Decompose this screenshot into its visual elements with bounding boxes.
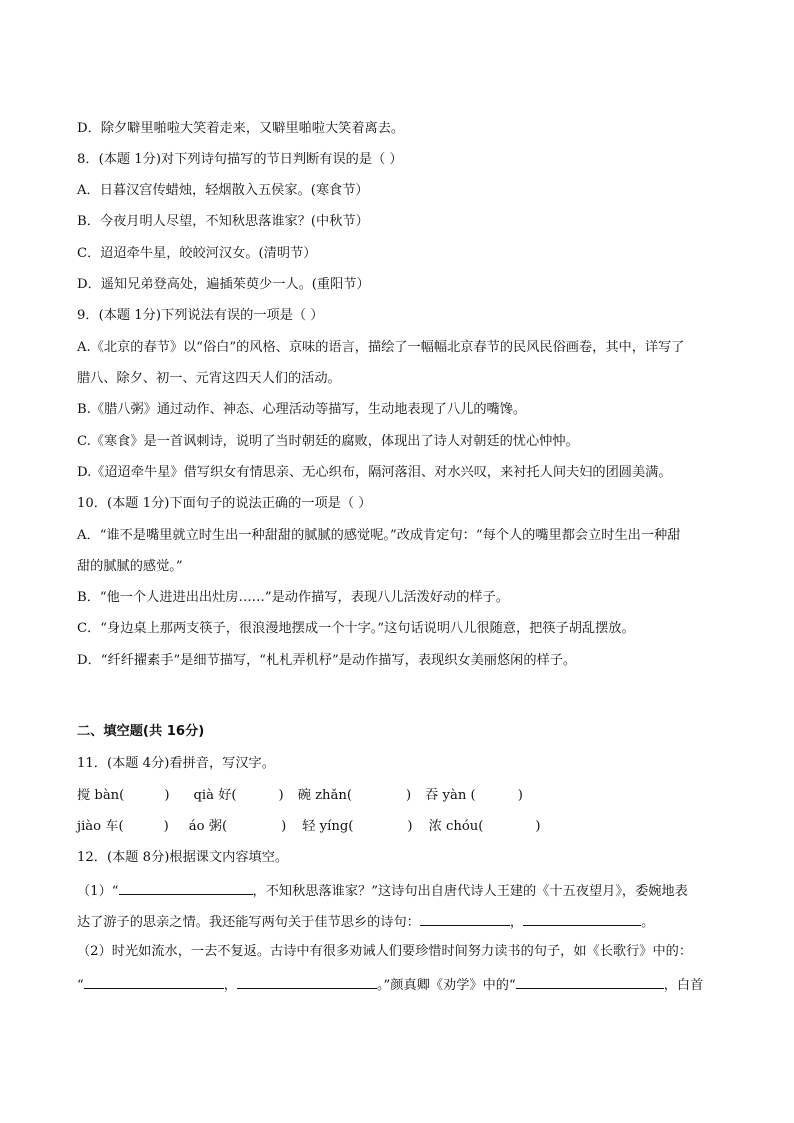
q12-part1-end: 。 — [641, 915, 655, 930]
q11-row1 — [77, 786, 523, 806]
q12-stem: 12．(本题 8分)根据课文内容填空。 — [77, 850, 289, 865]
section-heading: 二、填空题(共 16分) — [77, 724, 205, 739]
q12-part1-line2 — [77, 911, 654, 933]
q11-stem: 11．(本题 4分)看拼音，写汉字。 — [77, 756, 275, 771]
q8-option-b: B．今夜月明人尽望，不知秋思落谁家？(中秋节） — [77, 214, 369, 229]
q11-item-4-close: ) — [517, 788, 523, 803]
q12-part2-quote: “ — [77, 978, 84, 993]
q11-item-5-close: ) — [163, 819, 169, 834]
q8-option-d: D．遥知兄弟登高处，遍插茱萸少一人。(重阳节） — [77, 277, 370, 292]
q12-part1-text: ，不知秋思落谁家？”这诗句出自唐代诗人王建的《十五夜望月》，委婉地表 — [252, 884, 688, 899]
q12-part2-tail: ，白首 — [663, 978, 704, 993]
q9-stem: 9．(本题 1分)下列说法有误的一项是（ ） — [77, 308, 324, 323]
q11-item-2-open: qià 好( — [193, 788, 237, 803]
q8-option-a: A．日暮汉宫传蜡烛，轻烟散入五侯家。(寒食节） — [77, 183, 369, 198]
q11-item-7-open: 轻 yíng( — [302, 819, 354, 834]
q11-item-8-close: ) — [535, 819, 541, 834]
q9-option-d: D.《迢迢牵牛星》借写织女有情思亲、无心织布，隔河落泪、对水兴叹，来衬托人间夫妇的团圆美满。 — [77, 465, 672, 480]
q11-item-6-open: áo 粥( — [188, 819, 228, 834]
q12-part2-comma: ， — [223, 978, 237, 993]
q12-part2-text: 。”颜真卿《劝学》中的“ — [376, 978, 516, 993]
q10-option-d: D．“纤纤擢素手”是细节描写，“札札弄机杼”是动作描写，表现织女美丽悠闲的样子。 — [77, 653, 577, 668]
q12-part1-prefix: （1）“ — [77, 884, 119, 899]
q11-item-8-open: 浓 chóu( — [428, 819, 484, 834]
q9-option-b: B.《腊八粥》通过动作、神态、心理活动等描写，生动地表现了八儿的嘴馋。 — [77, 402, 527, 417]
q10-option-a-line1: A．“谁不是嘴里就立时生出一种甜甜的腻腻的感觉呢。”改成肯定句：“每个人的嘴里都会立时生出一种甜 — [77, 528, 681, 543]
q12-part2-line1: （2）时光如流水，一去不复返。古诗中有很多劝诫人们要珍惜时间努力读书的句子，如《长歌行》中的： — [77, 944, 693, 959]
q11-item-1-close: ) — [164, 788, 170, 803]
q12-blank-5[interactable] — [237, 974, 377, 989]
q8-stem: 8．(本题 1分)对下列诗句描写的节日判断有误的是（ ） — [77, 152, 403, 167]
q7-option-d: D．除夕噼里啪啦大笑着走来，又噼里啪啦大笑着离去。 — [77, 121, 405, 136]
q11-item-2-close: ) — [278, 788, 284, 803]
q11-item-3-open: 碗 zhǎn( — [297, 788, 353, 803]
q9-option-a-line1: A.《北京的春节》以“俗白”的风格、京味的语言，描绘了一幅幅北京春节的民风民俗画卷，其中，详写了 — [77, 340, 685, 355]
q12-blank-1[interactable] — [119, 880, 253, 895]
q12-part2-line2 — [77, 974, 703, 996]
q12-blank-6[interactable] — [516, 974, 664, 989]
q12-blank-3[interactable] — [523, 911, 641, 926]
q12-blank-4[interactable] — [84, 974, 224, 989]
q11-item-7-close: ) — [407, 819, 413, 834]
q11-item-4-open: 吞 yàn ( — [425, 788, 476, 803]
q9-option-a-line2: 腊八、除夕、初一、元宵这四天人们的活动。 — [77, 371, 341, 386]
q10-stem: 10．(本题 1分)下面句子的说法正确的一项是（ ） — [77, 496, 372, 511]
q11-row2 — [77, 817, 541, 837]
q11-item-5-open: jiào 车( — [77, 819, 124, 834]
q12-blank-2[interactable] — [420, 911, 510, 926]
q9-option-c: C.《寒食》是一首讽刺诗，说明了当时朝廷的腐败，体现出了诗人对朝廷的忧心忡忡。 — [77, 434, 579, 449]
q8-option-c: C．迢迢牵牛星，皎皎河汉女。(清明节） — [77, 246, 317, 261]
q11-item-3-close: ) — [406, 788, 412, 803]
q11-item-1-open: 搅 bàn( — [77, 788, 125, 803]
q10-option-c: C．“身边桌上那两支筷子，很浪漫地摆成一个十字。”这句话说明八儿很随意，把筷子胡乱摆放。 — [77, 621, 635, 636]
q10-option-b: B．“他一个人进进出出灶房……”是动作描写，表现八儿活泼好动的样子。 — [77, 590, 509, 605]
q12-part1-text2: 达了游子的思亲之情。我还能写两句关于佳节思乡的诗句： — [77, 915, 420, 930]
q10-option-a-line2: 甜的腻腻的感觉。” — [77, 559, 183, 574]
q12-part1-comma: ， — [509, 915, 524, 930]
q11-item-6-close: ) — [281, 819, 287, 834]
q12-part1-line1 — [77, 880, 688, 902]
